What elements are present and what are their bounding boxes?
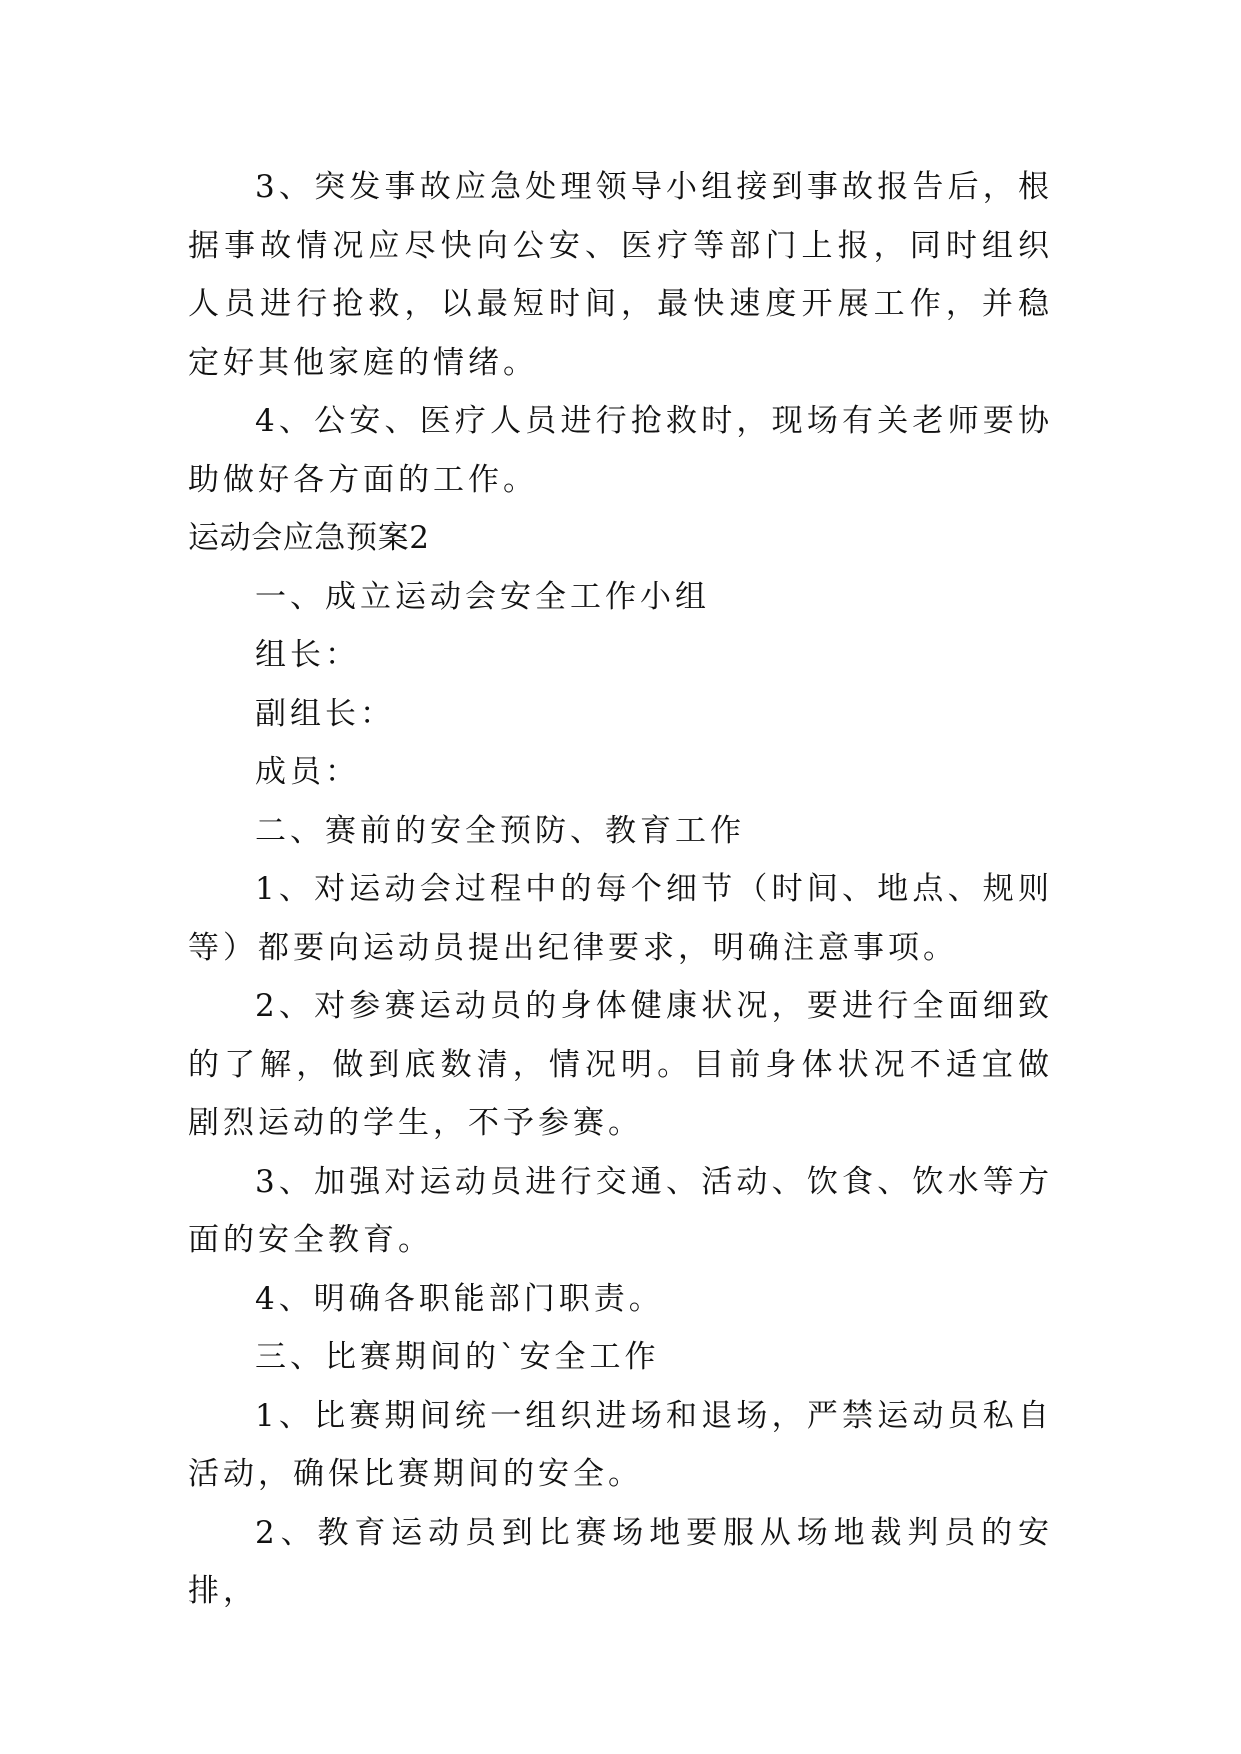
paragraph-during-event-safety: 三、比赛期间的`安全工作 — [255, 1339, 660, 1375]
paragraph-safety-education: 3、加强对运动员进行交通、活动、饮食、饮水等方面的安全教育。 — [188, 1163, 1053, 1258]
paragraph-entry-exit: 1、比赛期间统一组织进场和退场，严禁运动员私自活动，确保比赛期间的安全。 — [188, 1397, 1053, 1492]
paragraph-department-duties: 4、明确各职能部门职责。 — [255, 1280, 664, 1317]
paragraph-safety-group: 一、成立运动会安全工作小组 — [255, 578, 710, 615]
paragraph-deputy-leader: 副组长： — [255, 695, 395, 732]
paragraph-health-check: 2、对参赛运动员的身体健康状况，要进行全面细致的了解，做到底数清，情况明。目前身体状况不适宜做剧烈运动的学生，不予参赛。 — [188, 988, 1053, 1141]
paragraph-pre-event-safety: 二、赛前的安全预防、教育工作 — [255, 812, 745, 849]
paragraph-members: 成员： — [255, 754, 360, 790]
paragraph-obey-referee: 2、教育运动员到比赛场地要服从场地裁判员的安排， — [188, 1514, 1053, 1609]
document-body — [188, 158, 1053, 1621]
section-title-plan-2: 运动会应急预案2 — [188, 520, 430, 556]
paragraph-discipline-requirements: 1、对运动会过程中的每个细节（时间、地点、规则等）都要向运动员提出纪律要求，明确注意事项。 — [188, 871, 1053, 966]
paragraph-police-medical-assist: 4、公安、医疗人员进行抢救时，现场有关老师要协助做好各方面的工作。 — [188, 403, 1053, 498]
paragraph-accident-report: 3、突发事故应急处理领导小组接到事故报告后，根据事故情况应尽快向公安、医疗等部门上报，同时组织人员进行抢救，以最短时间，最快速度开展工作，并稳定好其他家庭的情绪。 — [188, 169, 1053, 381]
paragraph-group-leader: 组长： — [255, 637, 360, 673]
